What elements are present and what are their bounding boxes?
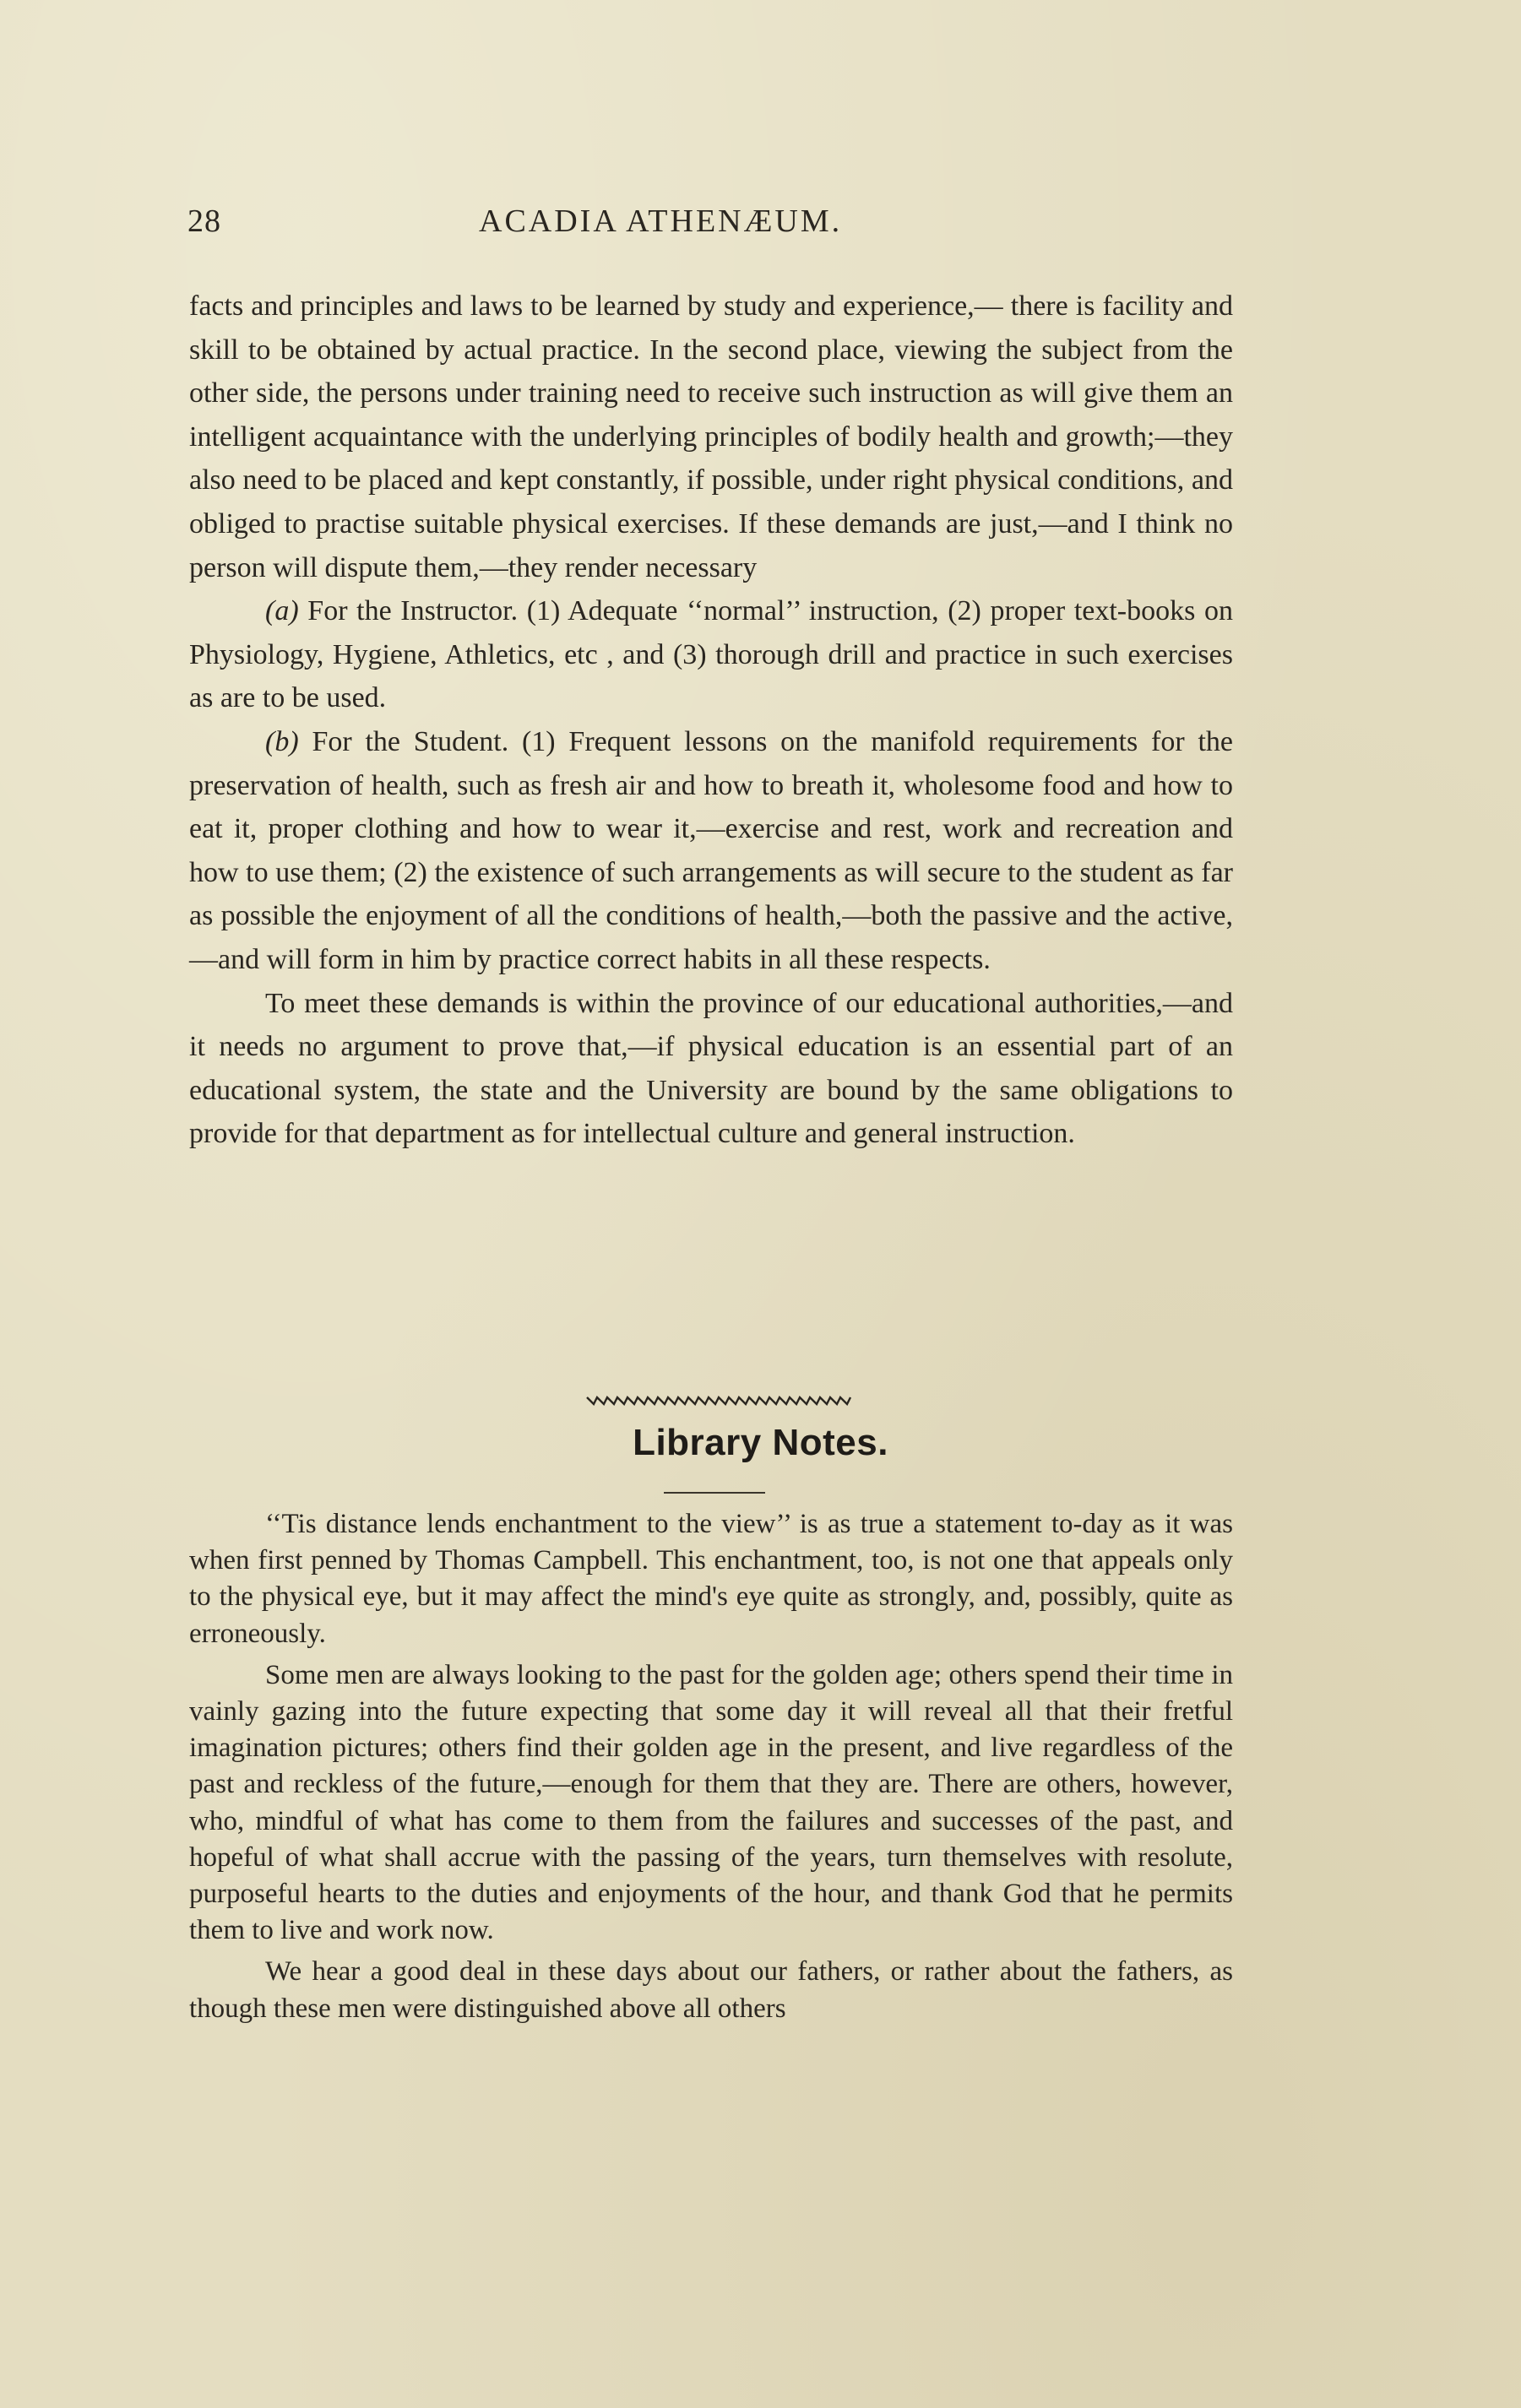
paragraph-text: For the Instructor. (1) Adequate ‘‘normal’’ instruction, (2) proper text-books on Physiology, Hygiene, Athletics, etc , and (3) thorough drill and practice in such exercises as are to be used.	[189, 595, 1233, 714]
library-paragraph-3: We hear a good deal in these days about our fathers, or rather about the fathers, as though these men were distinguished above all others	[189, 1956, 1233, 2024]
page-number: 28	[187, 203, 221, 239]
section-title: Library Notes.	[633, 1422, 888, 1463]
paragraph-lead: (b)	[265, 725, 299, 757]
paragraph-text: To meet these demands is within the province of our educational authorities,—and it needs no argument to prove that,—if physical education is an essential part of an educational system, the state and the University are bound by the same obligations to provide for that department as for intellectual culture and general instruction.	[189, 987, 1233, 1150]
article-continuation	[189, 285, 1233, 1156]
article-paragraph-1	[189, 285, 1233, 589]
paragraph-text: facts and principles and laws to be learned by study and experience,— there is facility and skill to be obtained by actual practice. In the second place, viewing the subject from the other side, the persons under training need to receive such instruction as will give them an intelligent acquaintance with the underlying principles of bodily health and growth;—they also need to be placed and kept constantly, if possible, under right physical conditions, and obliged to practise suitable physical exercises. If these demands are just,—and I think no person will dispute them,—they render necessary	[189, 290, 1233, 583]
running-head: ACADIA ATHENÆUM.	[479, 203, 843, 239]
article-paragraph-4	[189, 982, 1233, 1156]
paragraph-text: For the Student. (1) Frequent lessons on the manifold requirements for the preservation of health, such as fresh air and how to breath it, wholesome food and how to eat it, proper clothing and how to wear it,—exercise and rest, work and recreation and how to use them; (2) the existence of such arrangements as will secure to the student as far as possible the enjoyment of all the conditions of health,—both the passive and the active,—and will form in him by practice correct habits in all these respects.	[189, 725, 1233, 975]
article-paragraph-3	[189, 720, 1233, 982]
paragraph-lead: (a)	[265, 595, 299, 627]
page-header	[187, 203, 1243, 245]
wavy-rule-ornament-icon	[585, 1395, 852, 1407]
library-paragraph-1: ‘‘Tis distance lends enchantment to the view’’ is as true a statement to-day as it was when first penned by Thomas Campbell. This enchantment, too, is not one that appeals only to the physical eye, but it may affect the mind's eye quite as strongly, and, possibly, quite as erroneously.	[189, 1509, 1233, 1649]
title-rule	[664, 1492, 765, 1494]
library-paragraph-2: Some men are always looking to the past for the golden age; others spend their time in vainly gazing into the future expecting that some day it will reveal all that their fretful imagination pictures; others find their golden age in the present, and live regardless of the past and reckless of the future,—enough for them that they are. There are others, however, who, mindful of what has come to them from the failures and successes of the past, and hopeful of what shall accrue with the passing of the years, turn themselves with resolute, purposeful hearts to the duties and enjoyments of the hour, and thank God that he permits them to live and work now.	[189, 1659, 1233, 1946]
article-paragraph-2	[189, 589, 1233, 720]
library-notes-body	[189, 1506, 1233, 2032]
